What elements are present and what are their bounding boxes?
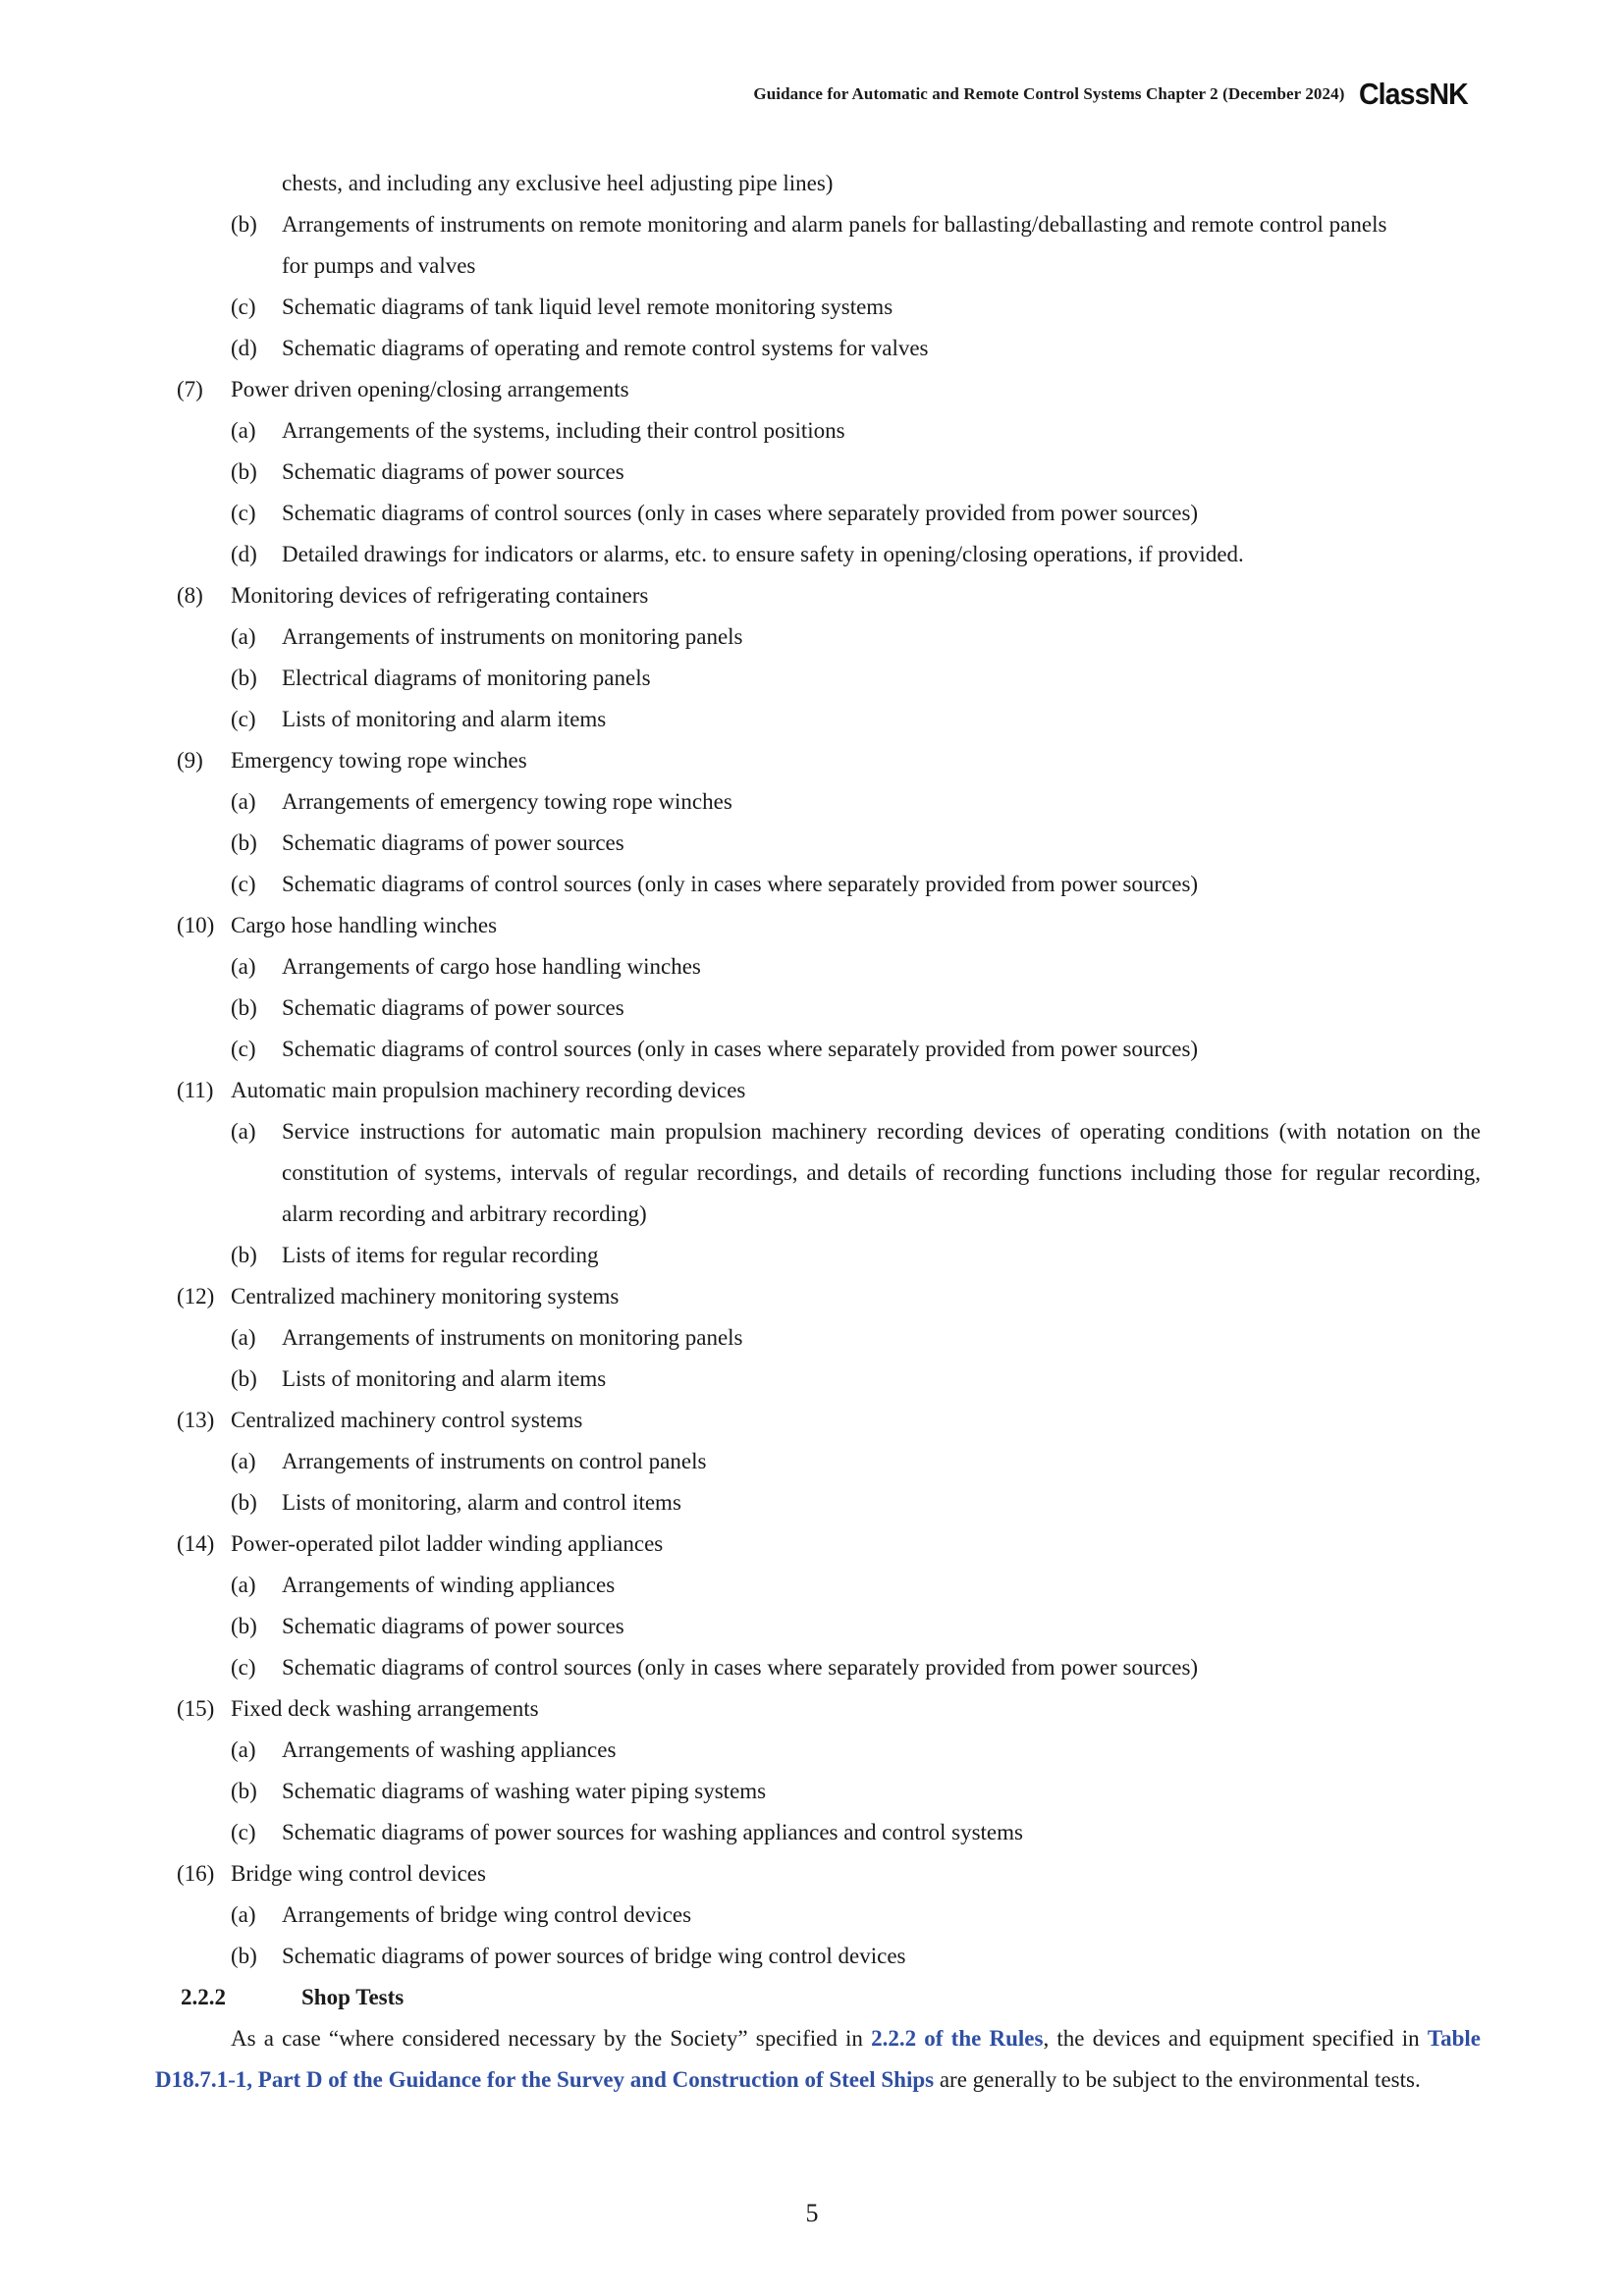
sub-item [155, 493, 1481, 534]
sub-item [155, 988, 1481, 1029]
sub-item-label: (a) [231, 624, 256, 649]
sub-item-text: Schematic diagrams of tank liquid level remote monitoring systems [282, 294, 893, 319]
sub-item-label: (a) [231, 418, 256, 443]
sub-item [155, 328, 1481, 369]
sub-item [155, 1895, 1481, 1936]
list-item-title: Power driven opening/closing arrangements [231, 377, 629, 401]
sub-item-label: (a) [231, 1119, 256, 1144]
list-item-title: Centralized machinery control systems [231, 1408, 583, 1432]
page-number: 5 [805, 2199, 819, 2227]
sub-item-label: (a) [231, 1902, 256, 1927]
sub-item-label: (b) [231, 1779, 257, 1803]
section-paragraph [155, 2018, 1481, 2101]
sub-item-text: Schematic diagrams of power sources for washing appliances and control systems [282, 1820, 1023, 1844]
list-item-title: Automatic main propulsion machinery recording devices [231, 1078, 746, 1102]
document-body [155, 163, 1481, 2101]
sub-item-label: (c) [231, 1820, 256, 1844]
sub-item [155, 1730, 1481, 1771]
sub-item-text: Arrangements of bridge wing control devices [282, 1902, 692, 1927]
sub-item [155, 1606, 1481, 1647]
para-text-1: As a case “where considered necessary by the Society” specified in [231, 2026, 872, 2051]
sub-item [155, 204, 1481, 245]
sub-item-label: (c) [231, 294, 256, 319]
sub-item [155, 823, 1481, 864]
sub-item [155, 1111, 1481, 1235]
sub-item [155, 1936, 1481, 1977]
list-item-number: (10) [177, 913, 215, 937]
sub-item-label: (b) [231, 1614, 257, 1638]
section-number: 2.2.2 [181, 1985, 226, 2009]
sub-item-label: (b) [231, 459, 257, 484]
sub-item-label: (a) [231, 954, 256, 979]
list-item-number: (15) [177, 1696, 215, 1721]
numbered-list [155, 369, 1481, 1977]
list-item-number: (13) [177, 1408, 215, 1432]
sub-item-text: Arrangements of the systems, including their control positions [282, 418, 845, 443]
sub-item [155, 616, 1481, 658]
sub-item-text: Schematic diagrams of power sources [282, 459, 624, 484]
sub-item-text: Schematic diagrams of power sources [282, 1614, 624, 1638]
sub-item-text: Schematic diagrams of operating and remote control systems for valves [282, 336, 929, 360]
sub-item-label: (b) [231, 1944, 257, 1968]
sub-item-text: Service instructions for automatic main propulsion machinery recording devices of operating conditions (with notation on the constitution of systems, intervals of regular recordings, and details of recording functions including those for regular recording, alarm recording and arbitrary recording) [282, 1119, 1481, 1226]
sub-item-text: Schematic diagrams of power sources of bridge wing control devices [282, 1944, 906, 1968]
list-item [155, 1070, 1481, 1111]
sub-item-label: (b) [231, 830, 257, 855]
sub-item-text: Lists of monitoring and alarm items [282, 1366, 607, 1391]
sub-item [155, 452, 1481, 493]
sub-item-label: (b) [231, 1490, 257, 1515]
sub-item-label: (b) [231, 666, 257, 690]
sub-item-label: (c) [231, 1037, 256, 1061]
sub-item-label: (c) [231, 501, 256, 525]
list-item [155, 740, 1481, 781]
guidance-table-link[interactable]: Table D18.7.1-1, Part D of the Guidance for the Survey and Construction of Steel Ships [155, 2026, 1481, 2092]
rules-link[interactable]: 2.2.2 of the Rules [871, 2026, 1044, 2051]
sub-item-text: Schematic diagrams of control sources (only in cases where separately provided from power sources) [282, 1037, 1199, 1061]
sub-item-label: (b) [231, 1366, 257, 1391]
sub-item [155, 658, 1481, 699]
list-item-title: Fixed deck washing arrangements [231, 1696, 539, 1721]
sub-item-label: (d) [231, 336, 257, 360]
sub-item-text: Lists of items for regular recording [282, 1243, 599, 1267]
sub-item-label: (b) [231, 212, 257, 237]
para-text-2: , the devices and equipment specified in [1043, 2026, 1428, 2051]
sub-item [155, 1317, 1481, 1359]
sub-item [155, 1029, 1481, 1070]
sub-item-text: Arrangements of instruments on monitoring panels [282, 1325, 743, 1350]
sub-item-label: (c) [231, 1655, 256, 1680]
sub-item-text: Schematic diagrams of control sources (only in cases where separately provided from power sources) [282, 872, 1199, 896]
list-item-number: (11) [177, 1078, 214, 1102]
sub-item [155, 699, 1481, 740]
sub-item [155, 1771, 1481, 1812]
sub-item [155, 1235, 1481, 1276]
sub-item [155, 946, 1481, 988]
sub-item-text: Schematic diagrams of power sources [282, 995, 624, 1020]
list-item-number: (8) [177, 583, 203, 608]
section-title: Shop Tests [301, 1985, 405, 2009]
sub-item-text: Arrangements of emergency towing rope winches [282, 789, 732, 814]
sub-item [155, 410, 1481, 452]
list-item-number: (16) [177, 1861, 215, 1886]
list-item-number: (9) [177, 748, 203, 773]
sub-item-label: (a) [231, 1737, 256, 1762]
header-title: Guidance for Automatic and Remote Control Systems Chapter 2 (December 2024) [753, 84, 1345, 103]
list-item [155, 1688, 1481, 1730]
list-item-number: (14) [177, 1531, 215, 1556]
sub-item-text: Arrangements of winding appliances [282, 1573, 616, 1597]
sub-item-text: Arrangements of washing appliances [282, 1737, 617, 1762]
sub-item-text: Arrangements of instruments on monitoring panels [282, 624, 743, 649]
classnk-logo: ClassNK [1358, 77, 1468, 111]
list-item [155, 1523, 1481, 1565]
list-item-title: Power-operated pilot ladder winding appliances [231, 1531, 664, 1556]
list-item-title: Centralized machinery monitoring systems [231, 1284, 620, 1308]
list-item [155, 905, 1481, 946]
list-item-title: Bridge wing control devices [231, 1861, 486, 1886]
sub-item-label: (d) [231, 542, 257, 566]
sub-item-label: (a) [231, 1325, 256, 1350]
sub-item-text: Schematic diagrams of control sources (only in cases where separately provided from power sources) [282, 501, 1199, 525]
para-text-3: are generally to be subject to the environmental tests. [934, 2067, 1421, 2092]
sub-item [155, 1359, 1481, 1400]
sub-item [155, 1441, 1481, 1482]
list-item [155, 575, 1481, 616]
list-item-number: (12) [177, 1284, 215, 1308]
sub-item-text: Electrical diagrams of monitoring panels [282, 666, 651, 690]
item-6-sublist [155, 204, 1481, 369]
sub-item-label: (c) [231, 707, 256, 731]
list-item [155, 1276, 1481, 1317]
sub-item [155, 1565, 1481, 1606]
sub-item [155, 287, 1481, 328]
list-item [155, 1400, 1481, 1441]
list-item-title: Monitoring devices of refrigerating containers [231, 583, 649, 608]
sub-item-label: (b) [231, 995, 257, 1020]
sub-item-continuation: for pumps and valves [282, 253, 476, 278]
sub-item [155, 1812, 1481, 1853]
sub-item [155, 781, 1481, 823]
list-item-title: Cargo hose handling winches [231, 913, 498, 937]
page-header [753, 77, 1477, 112]
sub-item-text: Schematic diagrams of control sources (only in cases where separately provided from power sources) [282, 1655, 1199, 1680]
sub-item-text: Arrangements of cargo hose handling winches [282, 954, 701, 979]
sub-item-text: Schematic diagrams of washing water piping systems [282, 1779, 767, 1803]
list-item-number: (7) [177, 377, 203, 401]
sub-item-text: Lists of monitoring, alarm and control items [282, 1490, 681, 1515]
list-item [155, 369, 1481, 410]
sub-item-text: Arrangements of instruments on control panels [282, 1449, 707, 1473]
sub-item-label: (a) [231, 789, 256, 814]
sub-item-label: (b) [231, 1243, 257, 1267]
sub-item-text: Detailed drawings for indicators or alarms, etc. to ensure safety in opening/closing operations, if provided. [282, 542, 1244, 566]
sub-item-label: (a) [231, 1449, 256, 1473]
sub-item-text: Lists of monitoring and alarm items [282, 707, 607, 731]
sub-item [155, 864, 1481, 905]
sub-item-text: Arrangements of instruments on remote monitoring and alarm panels for ballasting/deballasting and remote control panels [282, 212, 1387, 237]
sub-item-label: (a) [231, 1573, 256, 1597]
sub-item [155, 1482, 1481, 1523]
sub-item-text: Schematic diagrams of power sources [282, 830, 624, 855]
sub-item [155, 534, 1481, 575]
list-item-title: Emergency towing rope winches [231, 748, 527, 773]
sub-item [155, 1647, 1481, 1688]
sub-item-label: (c) [231, 872, 256, 896]
section-heading [155, 1977, 1481, 2018]
list-item [155, 1853, 1481, 1895]
continuation-line: chests, and including any exclusive heel adjusting pipe lines) [282, 171, 834, 195]
